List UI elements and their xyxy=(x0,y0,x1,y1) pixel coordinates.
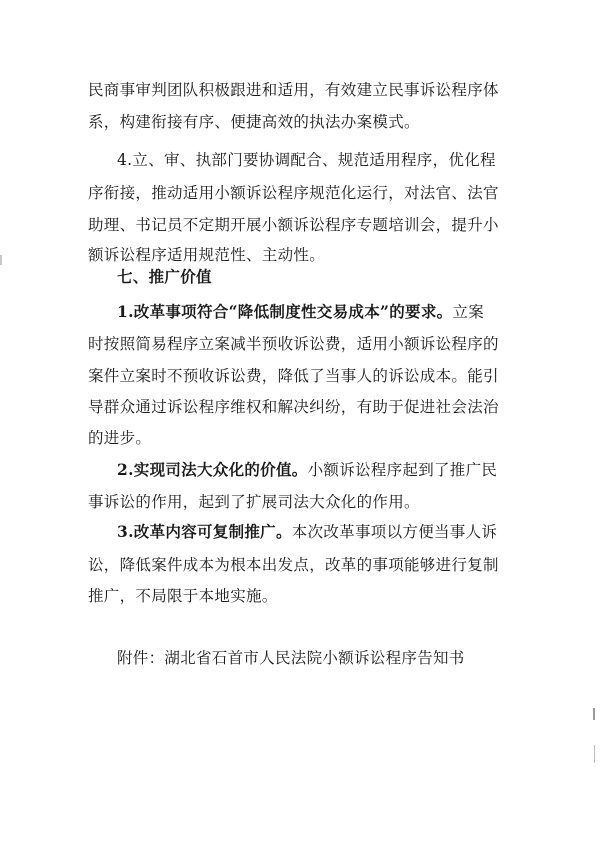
section-heading: 七、推广价值 xyxy=(117,267,212,286)
paragraph-3-line-3: 案件立案时不预收诉讼费，降低了当事人的诉讼成本。能引 xyxy=(88,367,499,385)
scan-edge-mark xyxy=(593,708,595,720)
scan-edge-mark xyxy=(0,255,2,265)
paragraph-5-line-1-rest: 本次改革事项以方便当事人诉 xyxy=(291,523,498,541)
scan-edge-mark xyxy=(594,745,595,763)
paragraph-2-line-2: 序衔接，推动适用小额诉讼程序规范化运行，对法官、法官 xyxy=(88,184,499,202)
paragraph-3-line-2: 时按照简易程序立案减半预收诉讼费，适用小额诉讼程序的 xyxy=(88,335,499,353)
paragraph-5-line-2: 讼，降低案件成本为根本出发点，改革的事项能够进行复制 xyxy=(88,556,499,574)
paragraph-4-lead: 2.实现司法大众化的价值。 xyxy=(117,460,308,479)
paragraph-3-line-5: 的进步。 xyxy=(88,429,152,447)
paragraph-1-line-1: 民商事审判团队积极跟进和适用，有效建立民事诉讼程序体 xyxy=(88,81,499,99)
paragraph-5-lead: 3.改革内容可复制推广。 xyxy=(117,522,292,541)
paragraph-3-line-1 xyxy=(117,300,484,322)
paragraph-2-line-1: 4.立、审、执部门要协调配合、规范适用程序，优化程 xyxy=(117,151,496,169)
paragraph-3-line-1-rest: 立案 xyxy=(452,303,485,321)
attachment-line: 附件：湖北省石首市人民法院小额诉讼程序告知书 xyxy=(117,649,465,667)
paragraph-5-line-1 xyxy=(117,520,497,542)
paragraph-4-line-2: 事诉讼的作用，起到了扩展司法大众化的作用。 xyxy=(88,493,420,511)
paragraph-4-line-1-rest: 小额诉讼程序起到了推广民 xyxy=(307,461,498,479)
paragraph-2-line-4: 额诉讼程序适用规范性、主动性。 xyxy=(88,246,326,264)
paragraph-4-line-1 xyxy=(117,458,497,480)
paragraph-2-line-3: 助理、书记员不定期开展小额诉讼程序专题培训会，提升小 xyxy=(88,216,499,234)
paragraph-5-line-3: 推广，不局限于本地实施。 xyxy=(88,587,278,605)
paragraph-3-line-4: 导群众通过诉讼程序维权和解决纠纷，有助于促进社会法治 xyxy=(88,398,499,416)
paragraph-3-lead: 1.改革事项符合“降低制度性交易成本”的要求。 xyxy=(117,302,453,321)
paragraph-1-line-2: 系，构建衔接有序、便捷高效的执法办案模式。 xyxy=(88,113,420,131)
